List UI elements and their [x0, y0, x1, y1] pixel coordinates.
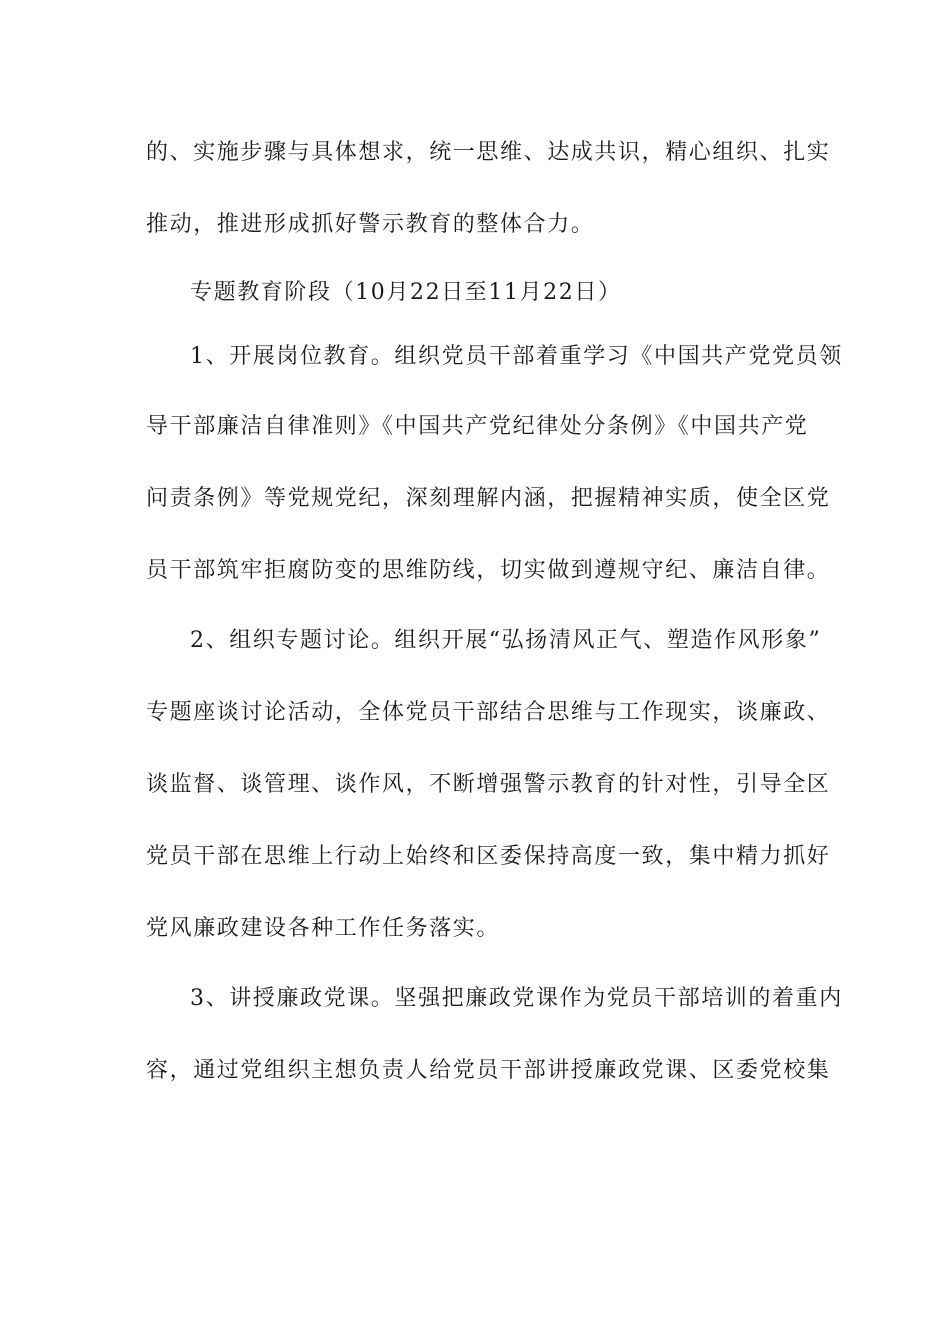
text-line: 的、实施步骤与具体想求，统一思维、达成共识，精心组织、扎实 — [146, 140, 831, 165]
text-line: 专题座谈讨论活动，全体党员干部结合思维与工作现实，谈廉政、 — [146, 700, 831, 725]
text-line: 谈监督、谈管理、谈作风，不断增强警示教育的针对性，引导全区 — [146, 772, 831, 797]
text-line: 问责条例》等党规党纪，深刻理解内涵，把握精神实质，使全区党 — [146, 486, 831, 511]
text-line: 导干部廉洁自律准则》《中国共产党纪律处分条例》《中国共产党 — [146, 414, 809, 439]
paragraph-start-2: 2、组织专题讨论。组织开展“弘扬清风正气、塑造作风形象” — [190, 628, 822, 653]
text-line: 推动，推进形成抓好警示教育的整体合力。 — [146, 212, 595, 237]
text-line: 党风廉政建设各种工作任务落实。 — [146, 916, 501, 941]
text-line: 员干部筑牢拒腐防变的思维防线，切实做到遵规守纪、廉洁自律。 — [146, 558, 831, 583]
text-line: 党员干部在思维上行动上始终和区委保持高度一致，集中精力抓好 — [146, 844, 831, 869]
text-line: 容，通过党组织主想负责人给党员干部讲授廉政党课、区委党校集 — [146, 1058, 831, 1083]
paragraph-start-1: 1、开展岗位教育。组织党员干部着重学习《中国共产党党员领 — [190, 344, 843, 369]
section-heading: 专题教育阶段（10月22日至11月22日） — [190, 280, 622, 305]
paragraph-start-3: 3、讲授廉政党课。坚强把廉政党课作为党员干部培训的着重内 — [190, 986, 843, 1011]
